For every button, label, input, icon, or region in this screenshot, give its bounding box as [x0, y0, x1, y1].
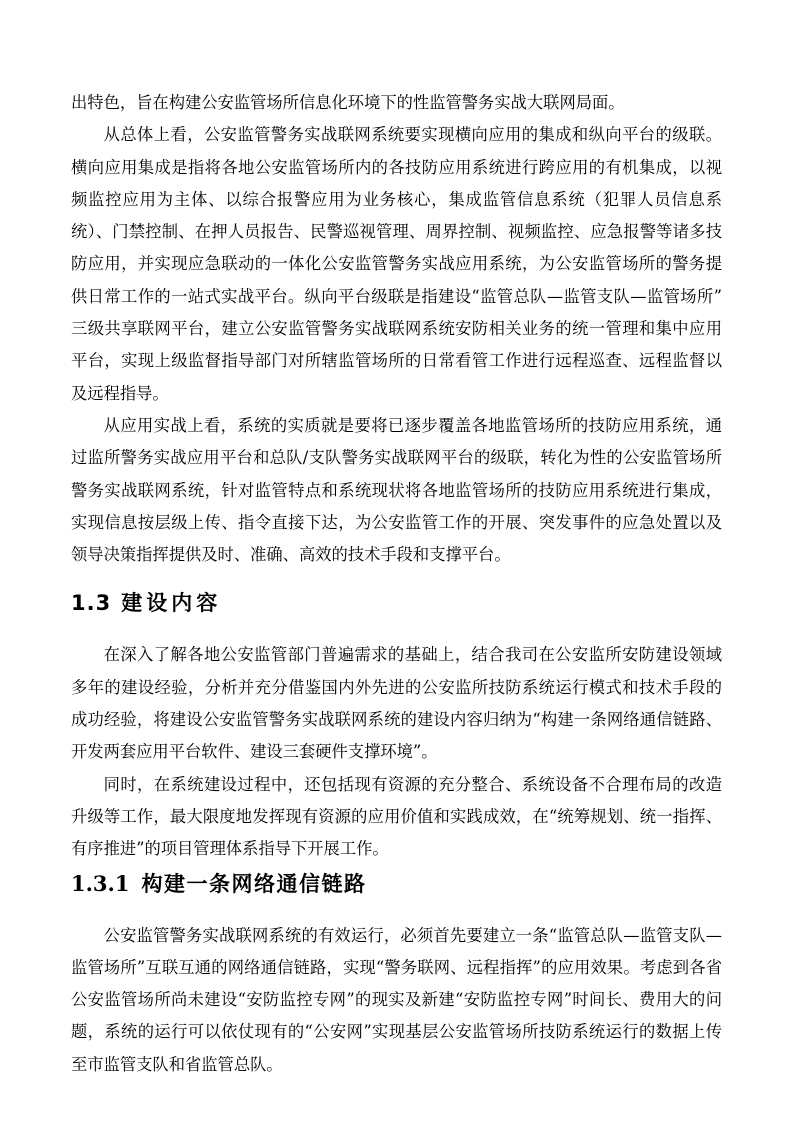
paragraph-requirements-summary: 在深入了解各地公安监管部门普遍需求的基础上，结合我司在公安监所安防建设领域多年的建设经验，分析并充分借鉴国内外先进的公安监所技防系统运行模式和技术手段的成功经验，将建设公安监管警务实战联网系统的建设内容归纳为“构建一条网络通信链路、开发两套应用平台软件、建设三套硬件支撑环境”。 [71, 645, 722, 762]
subsection-title: 构建一条网络通信链路 [141, 871, 367, 896]
subsection-heading-network-link [71, 871, 722, 897]
section-title: 建设内容 [121, 591, 222, 616]
document-content [71, 87, 722, 1081]
subsection-number: 1.3.1 [71, 870, 130, 896]
section-number: 1.3 [71, 591, 112, 616]
paragraph-resource-integration: 同时，在系统建设过程中，还包括现有资源的充分整合、系统设备不合理布局的改造升级等工作，最大限度地发挥现有资源的应用价值和实践成效，在“统筹规划、统一指挥、有序推进”的项目管理体系指导下开展工作。 [71, 774, 722, 859]
paragraph-application-combat: 从应用实战上看，系统的实质就是要将已逐步覆盖各地监管场所的技防应用系统，通过监所警务实战应用平台和总队/支队警务实战联网平台的级联，转化为性的公安监管场所警务实战联网系统，针对监管特点和系统现状将各地监管场所的技防应用系统进行集成，实现信息按层级上传、指令直接下达，为公安监管工作的开展、突发事件的应急处置以及领导决策指挥提供及时、准确、高效的技术手段和支撑平台。 [71, 415, 722, 565]
paragraph-continuation: 出特色，旨在构建公安监管场所信息化环境下的性监管警务实战大联网局面。 [71, 93, 625, 112]
section-heading-construction-content [71, 589, 722, 617]
paragraph-network-link-detail: 公安监管警务实战联网系统的有效运行，必须首先要建立一条“监管总队—监管支队—监管场所”互联互通的网络通信链路，实现“警务联网、远程指挥”的应用效果。考虑到各省公安监管场所尚未建设“安防监控专网”的现实及新建“安防监控专网”时间长、费用大的问题，系统的运行可以依仗现有的“公安网”实现基层公安监管场所技防系统运行的数据上传至市监管支队和省监管总队。 [71, 925, 722, 1074]
paragraph-overview: 从总体上看，公安监管警务实战联网系统要实现横向应用的集成和纵向平台的级联。横向应用集成是指将各地公安监管场所内的各技防应用系统进行跨应用的有机集成，以视频监控应用为主体、以综合报警应用为业务核心，集成监管信息系统（犯罪人员信息系统）、门禁控制、在押人员报告、民警巡视管理、周界控制、视频监控、应急报警等诸多技防应用，并实现应急联动的一体化公安监管警务实战应用系统，为公安监管场所的警务提供日常工作的一站式实战平台。纵向平台级联是指建设“监管总队—监管支队—监管场所”三级共享联网平台，建立公安监管警务实战联网系统安防相关业务的统一管理和集中应用平台，实现上级监督指导部门对所辖监管场所的日常看管工作进行远程巡查、远程监督以及远程指导。 [71, 125, 722, 403]
